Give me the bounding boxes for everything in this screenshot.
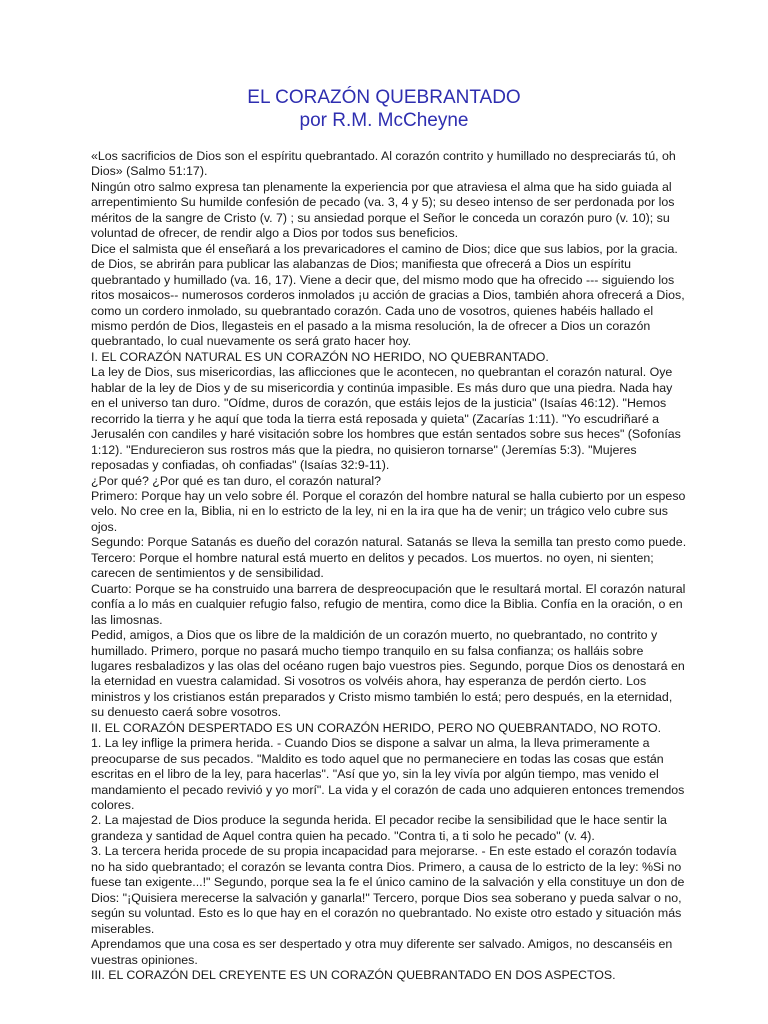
paragraph: «Los sacrificios de Dios son el espíritu quebrantado. Al corazón contrito y humillado no despreciarás tú, oh Dios» (Salmo 51:17). (91, 149, 676, 179)
paragraph: Ningún otro salmo expresa tan plenamente la experiencia por que atraviesa el alma que ha sido guiada al arrepentimiento Su humilde confesión de pecado (va. 3, 4 y 5); su deseo intenso de ser perdonada por los méritos de la sangre de Cristo (v. 7) ; su ansiedad porque el Señor le conceda un corazón puro (v. 10); su voluntad de ofrecer, de rendir algo a Dios por todos sus beneficios. (91, 179, 675, 241)
paragraph: 2. La majestad de Dios produce la segunda herida. El pecador recibe la sensibilidad que le hace sentir la grandeza y santidad de Aquel contra quien ha pecado. "Contra ti, a ti solo he pecado" (v. 4). (91, 813, 667, 843)
document-body (91, 149, 687, 983)
paragraph: Tercero: Porque el hombre natural está muerto en delitos y pecados. Los muertos. no oyen, ni sienten; carecen de sentimientos y de sensibilidad. (91, 550, 654, 581)
paragraph: Pedid, amigos, a Dios que os libre de la maldición de un corazón muerto, no quebrantado, no contrito y humillado. Primero, porque no pasará mucho tiempo tranquilo en su falsa confianza; os halláis sobre lugares resbaladizos y las olas del océano rugen bajo vuestros pies. Segundo, porque Dios os denostará en la eternidad en vuestra calamidad. Si vosotros os volvéis ahora, hay esperanza de perdón cierto. Los ministros y los cristianos están preparados y Cristo mismo también lo está; pero después, en la eternidad, su denuesto caerá sobre vosotros. (91, 628, 685, 720)
paragraph: Dice el salmista que él enseñará a los prevaricadores el camino de Dios; dice que sus labios, por la gracia. de Dios, se abrirán para publicar las alabanzas de Dios; manifiesta que ofrecerá a Dios un espíritu quebrantado y humillado (va. 16, 17). Viene a decir que, del mismo modo que ha ofrecido --- siguiendo los ritos mosaicos-- numerosos corderos inmolados ¡u acción de gracias a Dios, también ahora ofrecerá a Dios, como un cordero inmolado, su quebrantado corazón. Cada uno de vosotros, quienes habéis hallado el mismo perdón de Dios, llegasteis en el pasado a la misma resolución, la de ofrecer a Dios un corazón quebrantado, lo cual nuevamente os será grato hacer hoy. (91, 241, 685, 349)
paragraph: 1. La ley inflige la primera herida. - Cuando Dios se dispone a salvar un alma, la lleva primeramente a preocuparse de sus pecados. "Maldito es todo aquel que no permaneciere en todas las cosas que están escritas en el libro de la ley, para hacerlas". "Así que yo, sin la ley vivía por algún tiempo, mas venido el mandamiento el pecado revivió y yo morí". La vida y el corazón de cada uno adquieren entonces tremendos colores. (91, 736, 685, 813)
title-block (0, 86, 768, 132)
document-title: EL CORAZÓN QUEBRANTADO (247, 87, 521, 108)
paragraph: 3. La tercera herida procede de su propia incapacidad para mejorarse. - En este estado el corazón todavía no ha sido quebrantado; el corazón se levanta contra Dios. Primero, a causa de lo estricto de la ley: %Si no fuese tan exigente...!" Segundo, porque sea la fe el único camino de la salvación y ella constituye un don de Dios: "¡Quisiera merecerse la salvación y ganarla!" Tercero, porque Dios sea soberano y pueda salvar o no, según su voluntad. Esto es lo que hay en el corazón no quebrantado. No existe otro estado y situación más miserables. (91, 844, 685, 936)
paragraph: Segundo: Porque Satanás es dueño del corazón natural. Satanás se lleva la semilla tan presto como puede. (91, 535, 687, 550)
paragraph: Primero: Porque hay un velo sobre él. Porque el corazón del hombre natural se halla cubierto por un espeso velo. No cree en la, Biblia, ni en lo estricto de la ley, ni en la ira que ha de venir; un trágico velo cubre sus ojos. (91, 488, 686, 534)
section-heading: III. EL CORAZÓN DEL CREYENTE ES UN CORAZÓN QUEBRANTADO EN DOS ASPECTOS. (91, 968, 616, 983)
author-line: por R.M. McCheyne (299, 110, 469, 131)
section-heading: II. EL CORAZÓN DESPERTADO ES UN CORAZÓN HERIDO, PERO NO QUEBRANTADO, NO ROTO. (91, 720, 662, 735)
paragraph: ¿Por qué? ¿Por qué es tan duro, el corazón natural? (91, 473, 381, 488)
paragraph: La ley de Dios, sus misericordias, las aflicciones que le acontecen, no quebrantan el corazón natural. Oye hablar de la ley de Dios y de su misericordia y continúa impasible. Es más duro que una piedra. Nada hay en el universo tan duro. "Oídme, duros de corazón, que estáis lejos de la justicia" (Isaías 46:12). "Hemos recorrido la tierra y he aquí que toda la tierra está reposada y quieta" (Zacarías 1:11). "Yo escudriñaré a Jerusalén con candiles y haré visitación sobre los hombres que están sentados sobre sus heces" (Sofonías 1:12). "Endurecieron sus rostros más que la piedra, no quisieron tornarse" (Jeremías 5:3). "Mujeres reposadas y confiadas, oh confiadas" (Isaías 32:9-11). (91, 365, 681, 473)
section-heading: I. EL CORAZÓN NATURAL ES UN CORAZÓN NO HERIDO, NO QUEBRANTADO. (91, 349, 549, 364)
paragraph: Cuarto: Porque se ha construido una barrera de despreocupación que le resultará mortal. El corazón natural confía a lo más en cualquier refugio falso, refugio de mentira, como dice la Biblia. Confía en la oración, o en las limosnas. (91, 581, 686, 627)
paragraph: Aprendamos que una cosa es ser despertado y otra muy diferente ser salvado. Amigos, no descanséis en vuestras opiniones. (91, 937, 673, 967)
